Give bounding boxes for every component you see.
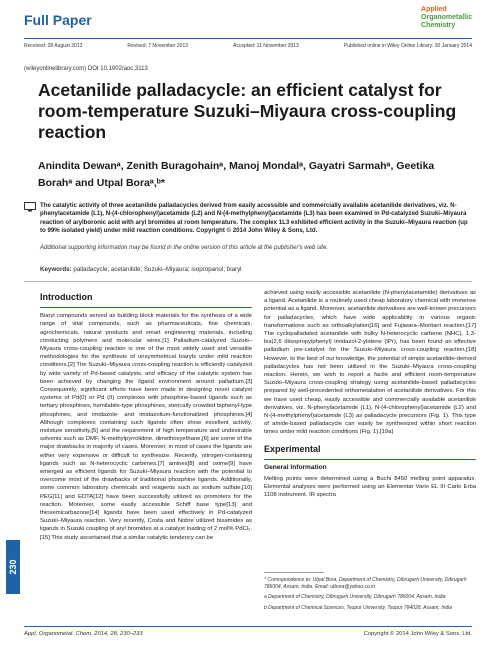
- footer-citation: Appl. Organometal. Chem. 2014, 28, 230–233: [24, 631, 143, 637]
- footnote-divider: [264, 572, 324, 573]
- doi-link[interactable]: (wileyonlinelibrary.com) DOI 10.1002/aoc.3113: [24, 66, 148, 72]
- header-divider: [24, 38, 472, 39]
- article-dates: [24, 43, 472, 49]
- footer-divider: [24, 626, 472, 627]
- journal-logo-line-2: Organometallic: [421, 14, 472, 21]
- footnote-affiliation-a: a Department of Chemistry, Dibrugarh University, Dibrugarh 786004, Assam, India: [264, 594, 446, 600]
- revised-date: Revised: 7 November 2013: [127, 43, 189, 49]
- footnote-affiliation-b: b Department of Chemical Sciences, Tezpur University, Tezpur 784028, Assam, India: [264, 604, 453, 611]
- footer-copyright: Copyright © 2014 John Wiley & Sons, Ltd.: [363, 631, 472, 637]
- general-information-text: Melting points were determined using a Buchi 8450 melting point apparatus. Elemental analyses were performed using an Elementar Vario EL III Carlo Erba 1108 instrument. IR spectra: [264, 476, 476, 499]
- experimental-rule: [264, 459, 476, 460]
- keywords-text: palladacycle; acetanilide; Suzuki–Miyaura; isopropanol; biaryl: [73, 266, 242, 273]
- footnotes: [264, 572, 476, 615]
- page-number: 230: [8, 559, 18, 575]
- journal-logo-line-3: Chemistry: [421, 22, 456, 29]
- left-column: [40, 289, 252, 542]
- keywords-line: [40, 266, 472, 273]
- journal-logo[interactable]: [421, 6, 472, 30]
- abstract-text: The catalytic activity of three acetanilide palladacycles derived from easily accessible and commercially available acetanilide derivatives, viz. N-phenylacetamide (L1), N-(4-chlorophenyl)acetamide (L2) and N-(4-methylphenyl)acetamide (L3) has been examined in Pd-catalyzed Suzuki–Miyaura reaction of arylboronic acid with aryl bromides at room temperature. The complex 1L3 exhibited efficient activity in the Suzuki–Miyaura reaction (up to 99% isolated yield) under mild reaction conditions. Copyright © 2014 John Wiley & Sons, Ltd.: [40, 202, 468, 234]
- experimental-heading: Experimental: [264, 443, 321, 454]
- footnote-correspondence: * Correspondence to: Utpal Bora, Department of Chemistry, Dibrugarh University, Dibrugarh 786004, Assam, India. Email: utbora@yahoo.co.in: [264, 577, 467, 590]
- published-date: Published online in Wiley Online Library: 30 January 2014: [343, 43, 472, 49]
- introduction-rule: [40, 307, 252, 308]
- page-number-tab: [6, 540, 20, 594]
- general-information-heading: General Information: [264, 463, 327, 471]
- introduction-text: Biaryl compounds served as building block materials for the synthesis of a wide range of vital compounds, such as pharmaceuticals, fine chemicals, agrochemicals, natural products and smart engineering materials, including conducting polymers and molecular wires.[1] Palladium-catalyzed Suzuki–Miyaura cross-coupling reaction is one of the most widely used and versatile methodologies for the synthesis of unsymmetrical biaryls under mild reaction conditions.[2] The Suzuki–Miyaura cross-coupling reaction is efficiently catalyzed by wide variety of Pd-based catalysts, and efficacy of the catalytic system has been achieved by changing the ligand environment around palladium.[3] Consequently, significant efforts have been made in designing novel catalyst systems of Pd(0) or Pd (II) complexes with phosphine-based ligands such as tertiary phosphines, hemilabile-type phosphines, sterically crowded biphenyl-type phosphines, and imidazole- and imidazolium-functionalized phosphines.[4] Although complexes containing such ligands often show excellent activity, moisture sensitivity,[5] and the requirement of high temperature and undesirable solvents such as DMF, N-methylpyrrolidine, dimethoxyethane,[6] are some of the major drawbacks in majority of cases. Moreover, in most of cases the ligands are either very expensive or difficult to synthesize. Recently, nitrogen-containing ligands such as N-heterocyclic carbenes,[7] amines[8] and oxime[9] have emerged as efficient ligands for Suzuki–Miyaura reaction with the potential to overcome most of the drawbacks of traditional phosphine ligands. Additionally, some common laboratory chemicals and reagents such as sodium sulfate,[10] PEG[11] and EDTA[12] have been successfully utilized as promoters for the reaction. Moreover, some easily accessible Schiff base type[13] and thiosemicarbazone[14] ligands have been used effectively in Pd-catalyzed Suzuki–Miyaura reaction. Very recently, Costa and Nobre utilized bisamides as ligands in Suzuki coupling of aryl bromides at a catalyst loading of 2 mol% PdCl₂.[15] This study ascertained that a similar catalytic tendency can be: [40, 313, 252, 541]
- introduction-continued-text: achieved using easily accessible acetanilide (N-phenylacetamide) derivatives as a ligand. Acetanilide is a routinely used cheap laboratory chemical with immense potential as a ligand. Moreover, acetanilide derivatives are well-known precursors for palladacycles, which have wide applicability in various organic transformations such as orthoalkylation[16] and Fujiwara–Moritani reaction.[17] The cyclopalladated acetanilide with bulky N-heterocyclic carbene (NHC), 1,3-bis(2,6 diisopropylphenyl) imidazol-2-ylidene (IPr), has been found an effective palladium pre-catalyst for the Suzuki–Miyaura cross-coupling reaction.[18] However, to the best of our knowledge, the potential of simple acetanilide-derived palladacycles has not been utilized in the Suzuki–Miyaura cross-coupling reaction. Herein, we wish to report a facile and efficient room-temperature Suzuki–Miyaura cross-coupling strategy using acetanilide-based palladacycles prepared by well-precedented orthometalation of acetanilide derivatives. For this we have used cheap, easily accessible and commercially available acetanilide derivatives, viz. N-phenylacetamide (L1), N-(4-chlorophenyl)acetamide (L2) and N-(4-methylphenyl)acetamide (L3) as palladacycle precursors (Fig. 1). This type of amide-based palladacycle can easily be synthesized within short reaction times under mild reaction conditions (Fig. 1).[19a]: [264, 290, 476, 436]
- supporting-info-note: Additional supporting information may be found in the online version of this article at the publisher's web site.: [40, 245, 328, 251]
- article-authors: Anindita Dewanᵃ, Zenith Buragohainᵃ, Manoj Mondalᵃ, Gayatri Sarmahᵃ, Geetika Borahᵃ and Utpal Boraᵃ,ᵇ*: [38, 160, 435, 189]
- keywords-divider: [24, 281, 472, 282]
- keywords-label: Keywords:: [40, 266, 72, 273]
- right-column: [264, 289, 476, 500]
- received-date: Received: 28 August 2013: [24, 43, 83, 49]
- page-header: [24, 6, 472, 36]
- monitor-icon: [24, 202, 36, 212]
- journal-logo-line-1: Applied: [421, 6, 447, 13]
- article-title: Acetanilide palladacycle: an efficient catalyst for room-temperature Suzuki–Miyaura cross-coupling reaction: [38, 80, 457, 142]
- introduction-heading: Introduction: [40, 292, 93, 302]
- accepted-date: Accepted: 11 November 2013: [233, 43, 299, 49]
- section-label: Full Paper: [24, 12, 92, 28]
